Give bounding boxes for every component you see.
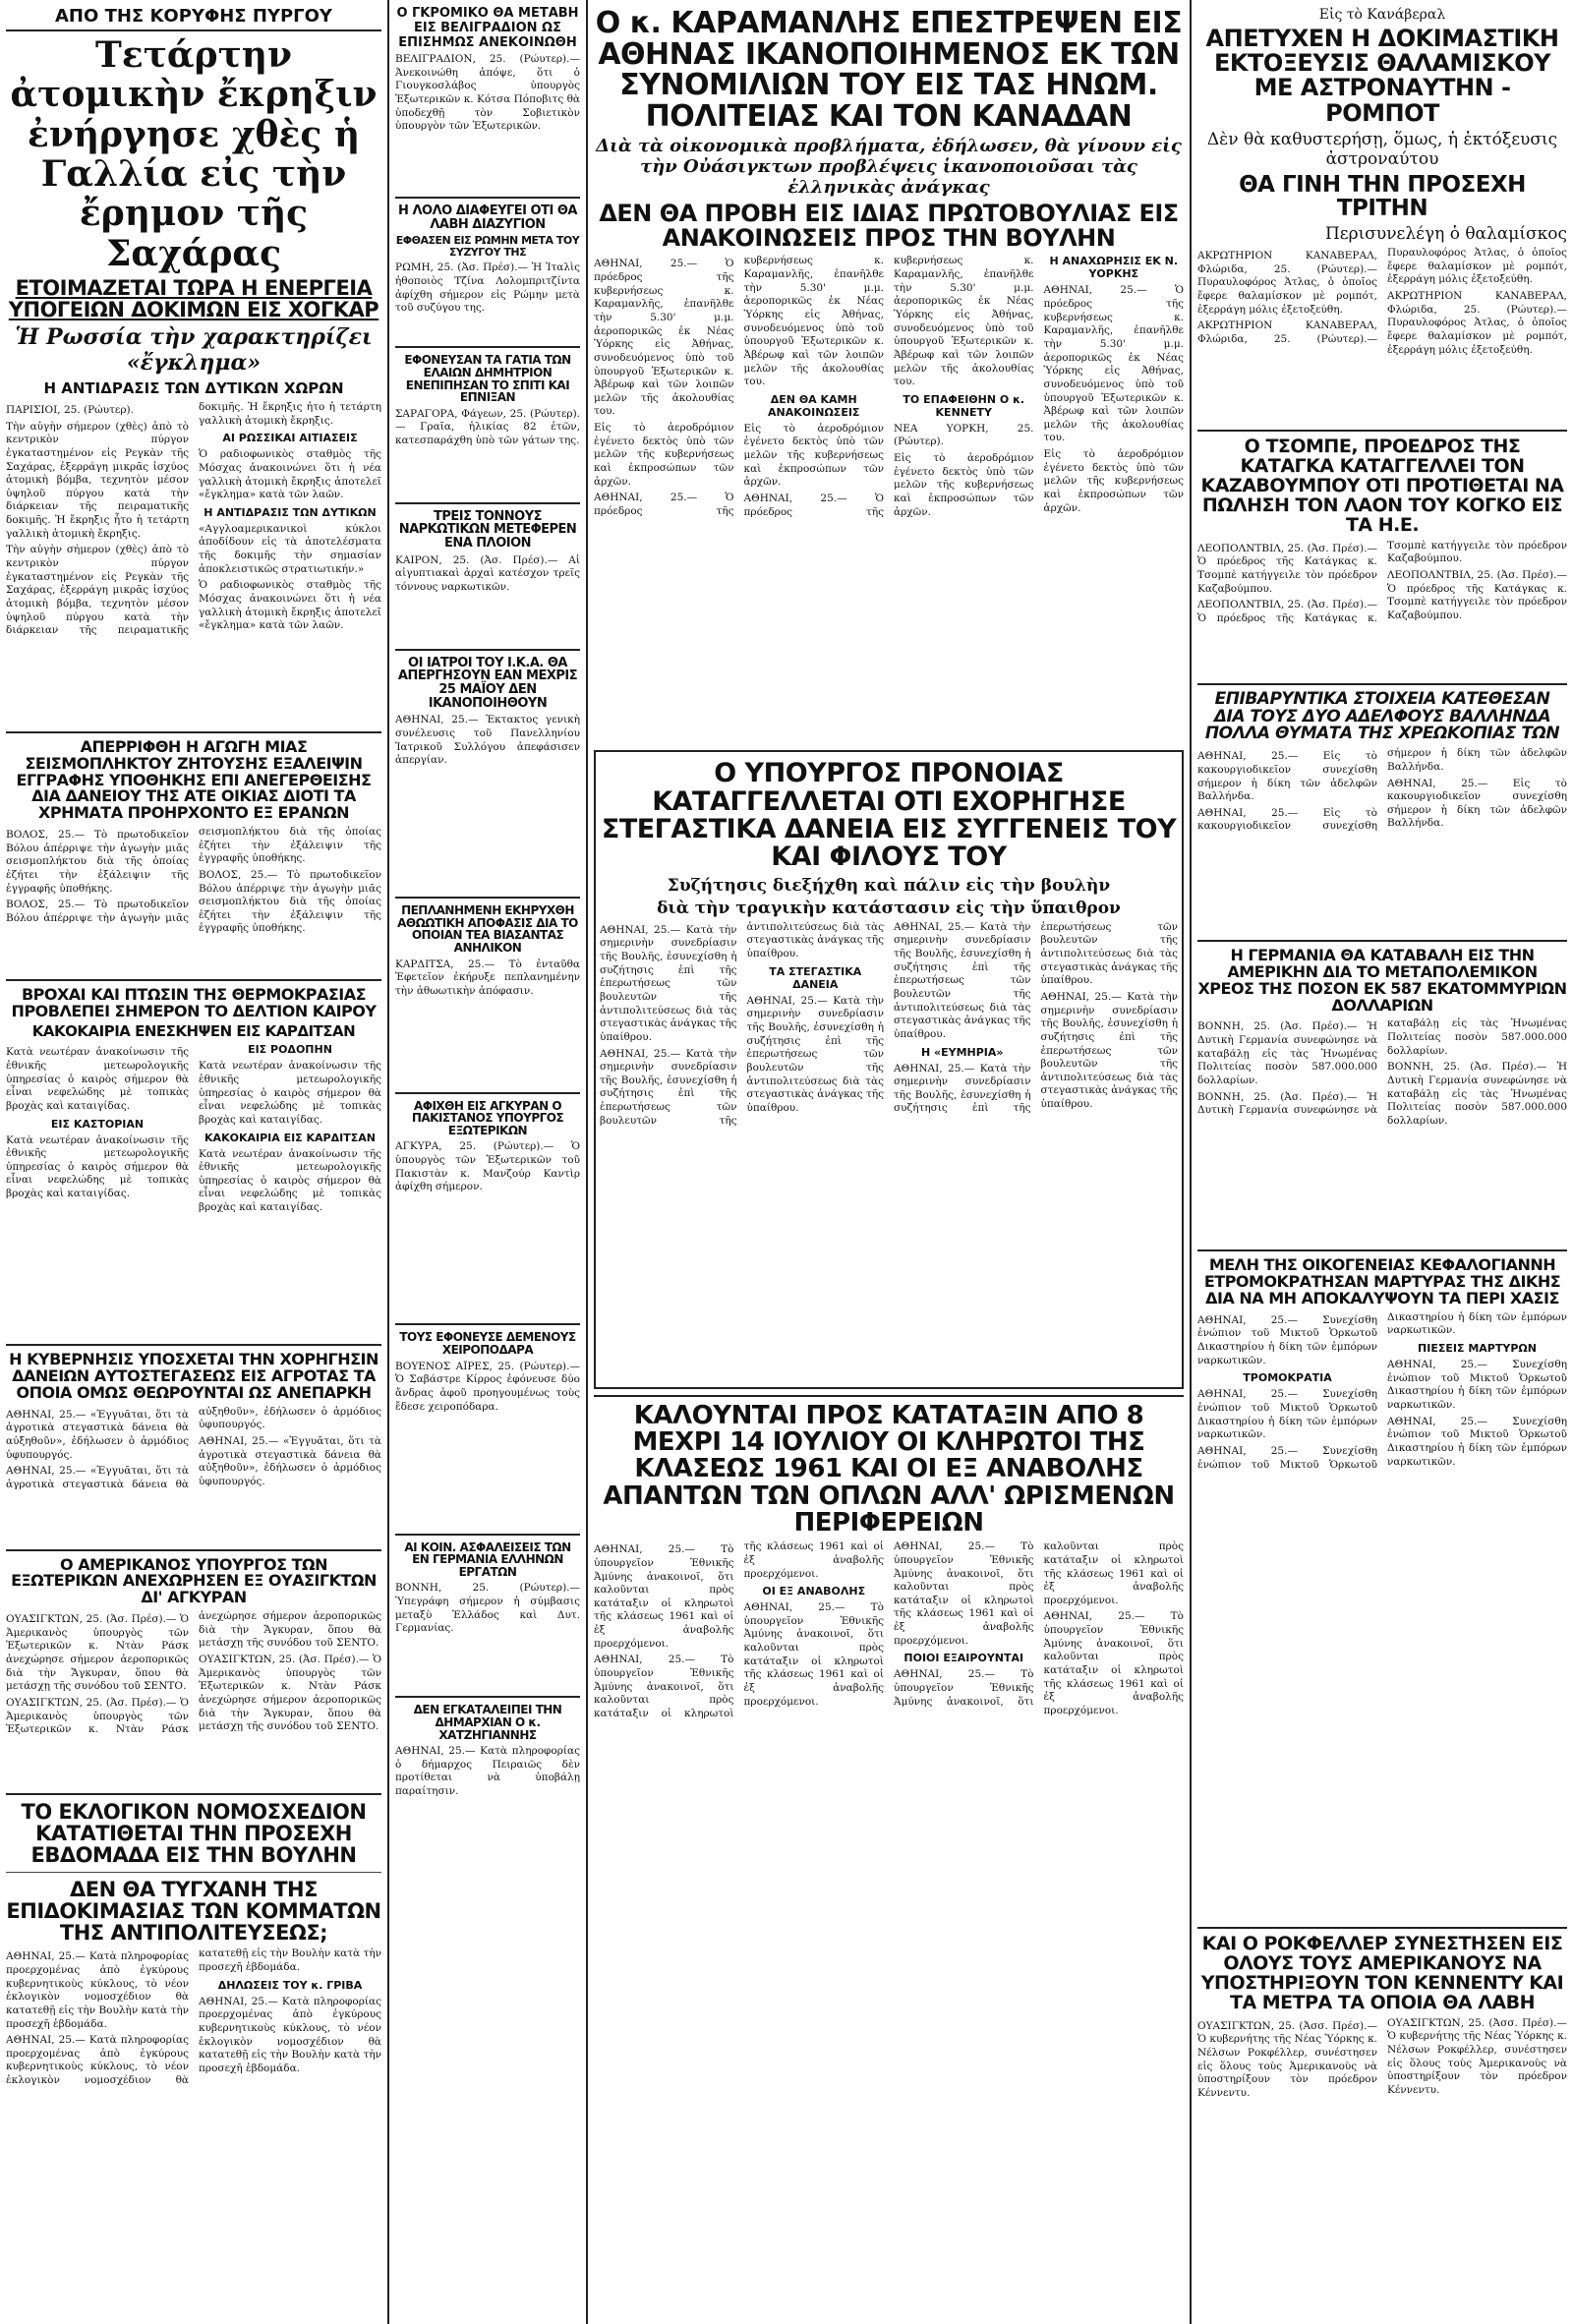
story-text: ΛΕΟΠΟΛΝΤΒΙΛ, 25. (Ἀσ. Πρέσ).— Ὁ πρόεδρος τῆς Κατάγκας κ. Τσομπὲ κατήγγειλε τὸν πρόεδρον Καζαβούμπου. (1197, 539, 1567, 624)
story-text: Κατὰ νεωτέραν ἀνακοίνωσιν τῆς ἐθνικῆς μετεωρολογικῆς ὑπηρεσίας ὁ καιρὸς σήμερον θὰ εἶναι νεφελώδης μὲ τοπικὰς βροχὰς καὶ καταιγίδας. (199, 1147, 381, 1214)
story-weather-body (6, 1043, 381, 1338)
story-text: ΑΘΗΝΑΙ, 25.— Κατὰ πληροφορίας ὁ δήμαρχος Πειραιῶς δὲν προτίθεται νὰ ὑποβάλῃ παραίτησιν. (395, 1745, 580, 1798)
headline-vouli: ΔΕΝ ΘΑ ΠΡΟΒΗ ΕΙΣ ΙΔΙΑΣ ΠΡΩΤΟΒΟΥΛΙΑΣ ΕΙΣ ΑΝΑΚΟΙΝΩΣΕΙΣ ΠΡΟΣ ΤΗΝ ΒΟΥΛΗΝ (599, 200, 1179, 253)
story-text: ΑΘΗΝΑΙ, 25.— Κατὰ πληροφορίας προερχομένας ἀπὸ ἐγκύρους κυβερνητικοὺς κύκλους, τὸ νέον ἐκλογικὸν νομοσχέδιον θὰ κατατεθῇ εἰς τὴν Βουλὴν κατὰ τὴν προσεχῆ ἑβδομάδα. (199, 1995, 381, 2074)
story-vallinda-body (1197, 747, 1567, 934)
divider (6, 979, 381, 981)
headline-acquittal: ΠΕΠΛΑΝΗΜΕΝΗ ΕΚΗΡΥΧΘΗ ΑΘΩΩΤΙΚΗ ΑΠΟΦΑΣΙΣ ΔΙΑ ΤΟ ΟΠΟΙΑΝ ΤΕΑ ΒΙΑΣΑΝΤΑΣ ΑΝΗΛΙΚΟΝ (397, 903, 578, 956)
subhead-astronaut: Δὲν θὰ καθυστερήσῃ, ὅμως, ἡ ἐκτόξευσις ἀστροναύτου (1206, 129, 1558, 169)
story-text: Κατὰ νεωτέραν ἀνακοίνωσιν τῆς ἐθνικῆς μετεωρολογικῆς ὑπηρεσίας ὁ καιρὸς σήμερον θὰ εἶναι νεφελώδης μὲ τοπικὰς βροχὰς καὶ καταιγίδας. (6, 1046, 189, 1112)
subhead-karditsa: ΚΑΚΟΚΑΙΡΙΑ ΕΝΕΣΚΗΨΕΝ ΕΙΣ ΚΑΡΔΙΤΣΑΝ (31, 1021, 356, 1040)
story-text: «Αγγλοαμερικανικοὶ κύκλοι ἀποδίδουν εἰς τὰ ἀποτελέσματα τῆς δοκιμῆς τὴν σημασίαν ἀποκλειστικῶς στρατιωτικήν.» (199, 522, 381, 575)
right-column (1192, 0, 1573, 2324)
story-agrotes-body (6, 1406, 381, 1543)
section-subhead: ΤΟ ΕΠΑΦΕΙΘΗΝ Ο κ. ΚΕΝΝΕΤΥ (903, 392, 1025, 419)
story-text: ΒΟΥΕΝΟΣ ΑΪΡΕΣ, 25. (Ρώυτερ).— Ὁ Σαβάστρε Κίρρος ἐφόνευσε δύο ἄνδρας ἀφοῦ προηγουμένως τοὺς ἔδεσε χειροπόδαρα. (395, 1360, 580, 1413)
section-subhead: Η «ΕΥΜΗΡΙΑ» (920, 1045, 1004, 1059)
story-text: ΑΘΗΝΑΙ, 25.— Τὸ ὑπουργεῖον Ἐθνικῆς Ἀμύνης ἀνακοινοῖ, ὅτι καλοῦνται πρὸς κατάταξιν οἱ κληρωτοὶ τῆς κλάσεως 1961 καὶ οἱ ἐξ ἀναβολῆς προερχόμενοι. (594, 1543, 734, 1650)
kicker-canaveral: Εἰς τὸ Κανάβεραλ (1318, 7, 1446, 23)
story-text: ΒΟΛΟΣ, 25.— Τὸ πρωτοδικεῖον Βόλου ἀπέρριψε τὴν ἀγωγὴν μιᾶς σεισμοπλήκτου διὰ τῆς ὁποίας ἐζήτει τὴν ἐξάλειψιν τῆς ἐγγραφῆς ὑποθήκης. (199, 868, 381, 935)
section-subhead: ΔΗΛΩΣΕΙΣ ΤΟΥ κ. ΓΡΙΒΑ (217, 1978, 363, 1992)
story-text: ΒΟΝΝΗ, 25. (Ἀσ. Πρέσ).— Ἡ Δυτικὴ Γερμανία συνεφώνησε νὰ καταβάλῃ εἰς τὰς Ἡνωμένας Πολιτείας ποσὸν 587.000.000 δολλαρίων. (1197, 1020, 1377, 1086)
divider (1197, 683, 1567, 685)
second-column (389, 0, 586, 2324)
subhead-vouli-debate: Συζήτησις διεξήχθη καὶ πάλιν εἰς τὴν βουλὴν (667, 875, 1111, 896)
story-text: ΑΘΗΝΑΙ, 25.— Ὁ πρόεδρος τῆς κυβερνήσεως κ. Καραμανλῆς, ἐπανῆλθε τὴν 5.30' μ.μ. ἀεροπορικῶς ἐκ Νέας Ὑόρκης εἰς Ἀθήνας, συνοδευόμενος ὑπὸ τοῦ ὑπουργοῦ Ἐξωτερικῶν κ. Ἀβέρωφ καὶ τῶν λοιπῶν μελῶν τῆς ἀκολουθίας του. (594, 255, 884, 517)
headline-rusk: Ο ΑΜΕΡΙΚΑΝΟΣ ΥΠΟΥΡΓΟΣ ΤΩΝ ΕΞΩΤΕΡΙΚΩΝ ΑΝΕΧΩΡΗΣΕΝ ΕΞ ΟΥΑΣΙΓΚΤΩΝ ΔΙ' ΑΓΚΥΡΑΝ (11, 1554, 377, 1607)
story-text: ΑΘΗΝΑΙ, 25.— «Ἐγγυᾶται, ὅτι τὰ ἀγροτικὰ στεγαστικὰ δάνεια θὰ αὐξηθοῦν», ἐδήλωσεν ὁ ἁρμόδιος ὑφυπουργός. (6, 1405, 381, 1490)
divider (594, 1395, 1184, 1397)
story-pronoia (594, 750, 1184, 1388)
section-subhead: ΠΟΙΟΙ ΕΞΑΙΡΟΥΝΤΑΙ (903, 1652, 1024, 1665)
divider (395, 1696, 580, 1698)
headline-antipolitefsi: ΔΕΝ ΘΑ ΤΥΓΧΑΝΗ ΤΗΣ ΕΠΙΔΟΚΙΜΑΣΙΑΣ ΤΩΝ ΚΟΜΜΑΤΩΝ ΤΗΣ ΑΝΤΙΠΟΛΙΤΕΥΣΕΩΣ; (6, 1878, 381, 1946)
divider (6, 1872, 381, 1873)
divider (6, 1344, 381, 1346)
story-germany-body (1197, 1017, 1567, 1244)
section-subhead: ΠΙΕΣΕΙΣ ΜΑΡΤΥΡΩΝ (1418, 1342, 1537, 1356)
story-kefalogianni-body (1197, 1311, 1567, 1921)
story-text: Εἰς τὸ ἀεροδρόμιον ἐγένετο δεκτὸς ὑπὸ τῶν μελῶν τῆς κυβερνήσεως καὶ ἐκπροσώπων τῶν ἀρχῶν. (1043, 448, 1184, 514)
story-text: ΚΑΡΔΙΤΣΑ, 25.— Τὸ ἐνταῦθα Ἐφετεῖον ἐκήρυξε πεπλανημένην τὴν ἀθωωτικὴν ἀπόφασιν. (395, 958, 580, 997)
story-text: ΑΘΗΝΑΙ, 25.— Συνεχίσθη ἐνώπιον τοῦ Μικτοῦ Ὁρκωτοῦ Δικαστηρίου ἡ δίκη τῶν ἐμπόρων ναρκωτικῶν. (1197, 1310, 1567, 1471)
story-text: ΑΘΗΝΑΙ, 25.— Τὸ ὑπουργεῖον Ἐθνικῆς Ἀμύνης ἀνακοινοῖ, ὅτι καλοῦνται πρὸς κατάταξιν οἱ κληρωτοὶ τῆς κλάσεως 1961 καὶ οἱ ἐξ ἀναβολῆς προερχόμενοι. (743, 1601, 884, 1708)
headline-pakistan: ΑΦΙΧΘΗ ΕΙΣ ΑΓΚΥΡΑΝ Ο ΠΑΚΙΣΤΑΝΟΣ ΥΠΟΥΡΓΟΣ ΕΞΩΤΕΡΙΚΩΝ (411, 1098, 564, 1137)
story-text: ΛΕΟΠΟΛΝΤΒΙΛ, 25. (Ἀσ. Πρέσ).— Ὁ πρόεδρος τῆς Κατάγκας κ. Τσομπὲ κατήγγειλε τὸν πρόεδρον Καζαβούμπου. (1387, 569, 1567, 621)
story-text: Εἰς τὸ ἀεροδρόμιον ἐγένετο δεκτὸς ὑπὸ τῶν μελῶν τῆς κυβερνήσεως καὶ ἐκπροσώπων τῶν ἀρχῶν. (743, 422, 884, 489)
dateline: ΝΕΑ ΥΟΡΚΗ, 25. (Ρώυτερ). (894, 422, 1034, 448)
center-column (588, 0, 1190, 2324)
divider (6, 731, 381, 733)
story-text: ΑΘΗΝΑΙ, 25.— Εἰς τὸ κακουργιοδικεῖον συνεχίσθη σήμερον ἡ δίκη τῶν ἀδελφῶν Βαλλήνδα. (1197, 750, 1377, 803)
headline-canaveral: ΑΠΕΤΥΧΕΝ Η ΔΟΚΙΜΑΣΤΙΚΗ ΕΚΤΟΞΕΥΣΙΣ ΘΑΛΑΜΙΣΚΟΥ ΜΕ ΑΣΤΡΟΝΑΥΤΗΝ - ΡΟΜΠΟΤ (1205, 25, 1559, 127)
divider (1197, 1249, 1567, 1251)
divider (395, 346, 580, 348)
story-canaveral-body (1197, 247, 1567, 424)
section-subhead: ΕΙΣ ΡΟΔΟΠΗΝ (248, 1043, 332, 1057)
section-subhead: Η ΑΝΤΙΔΡΑΣΙΣ ΤΩΝ ΔΥΤΙΚΩΝ (204, 505, 377, 519)
story-text: ΑΘΗΝΑΙ, 25.— Κατὰ τὴν σημερινὴν συνεδρίασιν τῆς Βουλῆς, ἐσυνεχίσθη ἡ συζήτησις ἐπὶ τῆς ἐπερωτήσεως τῶν βουλευτῶν τῆς ἀντιπολιτεύσεως διὰ τὰς στεγαστικὰς ἀνάγκας τῆς ὑπαίθρου. (600, 923, 737, 1043)
story-karamanlis-body (594, 255, 1184, 746)
subhead-russia: Ἡ Ρωσσία τὴν χαρακτηρίζει «ἔγκλημα» (15, 323, 373, 376)
story-text: ΑΘΗΝΑΙ, 25.— Συνεχίσθη ἐνώπιον τοῦ Μικτοῦ Ὁρκωτοῦ Δικαστηρίου ἡ δίκη τῶν ἐμπόρων ναρκωτικῶν. (1387, 1415, 1567, 1468)
story-pronoia-body (600, 921, 1178, 1383)
story-text: ΑΘΗΝΑΙ, 25.— Κατὰ πληροφορίας προερχομένας ἀπὸ ἐγκύρους κυβερνητικοὺς κύκλους, τὸ νέον ἐκλογικὸν νομοσχέδιον θὰ κατατεθῇ εἰς τὴν Βουλὴν κατὰ τὴν προσεχῆ ἑβδομάδα. (6, 1947, 381, 2087)
story-text: ΑΚΡΩΤΗΡΙΟΝ ΚΑΝΑΒΕΡΑΛ, Φλώριδα, 25. (Ρώυτερ).— Πυραυλοφόρος Ἀτλας, ὁ ὁποῖος ἔφερε θαλαμίσκον μὲ ρομπότ, ἐξερράγη μόλις ἐξετοξεύθη. (1197, 247, 1567, 345)
left-column (0, 0, 387, 2324)
story-text: ΑΚΡΩΤΗΡΙΟΝ ΚΑΝΑΒΕΡΑΛ, Φλώριδα, 25. (Ρώυτερ).— Πυραυλοφόρος Ἀτλας, ὁ ὁποῖος ἔφερε θαλαμίσκον μὲ ρομπότ, ἐξερράγη μόλις ἐξετοξεύθη. (1387, 289, 1567, 356)
story-text: Ὁ ραδιοφωνικὸς σταθμὸς τῆς Μόσχας ἀνακοινώνει ὅτι ἡ νέα γαλλικὴ ἀτομικὴ ἔκρηξις ἀποτελεῖ «ἔγκλημα» κατὰ τῶν λαῶν. (199, 448, 381, 501)
headline-atomic: Τετάρτην ἀτομικὴν ἔκρηξιν ἐνήργησε χθὲς ἡ Γαλλία εἰς τὴν ἔρημον τῆς Σαχάρας (10, 34, 378, 274)
story-text: ΑΘΗΝΑΙ, 25.— Κατὰ τὴν σημερινὴν συνεδρίασιν τῆς Βουλῆς, ἐσυνεχίσθη ἡ συζήτησις ἐπὶ τῆς ἐπερωτήσεως τῶν βουλευτῶν τῆς ἀντιπολιτεύσεως διὰ τὰς στεγαστικὰς ἀνάγκας τῆς ὑπαίθρου. (600, 920, 884, 1127)
divider (6, 1793, 381, 1795)
story-text: ΑΘΗΝΑΙ, 25.— Ἐκτακτος γενικὴ συνέλευσις τοῦ Πανελληνίου Ἰατρικοῦ Συλλόγου ἀπεφάσισεν ἀπεργίαν. (395, 714, 580, 767)
divider (395, 1323, 580, 1325)
headline-buenos-aires: ΤΟΥΣ ΕΦΟΝΕΥΣΕ ΔΕΜΕΝΟΥΣ ΧΕΙΡΟΠΟΔΑΡΑ (399, 1330, 576, 1357)
story-text: ΑΓΚΥΡΑ, 25. (Ρώυτερ).— Ὁ ὑπουργὸς τῶν Ἐξωτερικῶν τοῦ Πακιστὰν κ. Μανζούρ Καντὶρ ἀφίχθη σήμερον. (395, 1140, 580, 1193)
section-subhead: ΔΕΝ ΘΑ ΚΑΜΗ ΑΝΑΚΟΙΝΩΣΕΙΣ (768, 392, 860, 419)
story-text: ΡΩΜΗ, 25. (Ἀσ. Πρέσ).— Ἡ Ἰταλὶς ἠθοποιὸς Τζίνα Λολομπριτζίντα ἀφίχθη σήμερον εἰς Ρώμην μετὰ τοῦ συζύγου της. (395, 261, 580, 315)
story-text: ΑΘΗΝΑΙ, 25.— Κατὰ τὴν σημερινὴν συνεδρίασιν τῆς Βουλῆς, ἐσυνεχίσθη ἡ συζήτησις ἐπὶ τῆς ἐπερωτήσεως τῶν βουλευτῶν τῆς ἀντιπολιτεύσεως διὰ τὰς στεγαστικὰς ἀνάγκας τῆς ὑπαίθρου. (894, 920, 1178, 1115)
story-text: ΑΘΗΝΑΙ, 25.— Κατὰ τὴν σημερινὴν συνεδρίασιν τῆς Βουλῆς, ἐσυνεχίσθη ἡ συζήτησις ἐπὶ τῆς ἐπερωτήσεως τῶν βουλευτῶν τῆς ἀντιπολιτεύσεως διὰ τὰς στεγαστικὰς ἀνάγκας τῆς ὑπαίθρου. (1040, 990, 1178, 1111)
divider (395, 649, 580, 651)
story-text: ΟΥΑΣΙΓΚΤΩΝ, 25. (Ἀσ. Πρέσ).— Ὁ Ἀμερικανὸς ὑπουργὸς τῶν Ἐξωτερικῶν κ. Ντὰν Ράσκ ἀνεχώρησε σήμερον ἀεροπορικῶς διὰ τὴν Ἄγκυραν, ὅπου θὰ μετάσχῃ τῆς συνόδου τοῦ ΣΕΝΤΟ. (6, 1610, 381, 1736)
story-text: ΒΟΝΝΗ, 25. (Ἀσ. Πρέσ).— Ἡ Δυτικὴ Γερμανία συνεφώνησε νὰ καταβάλῃ εἰς τὰς Ἡνωμένας Πολιτείας ποσὸν 587.000.000 δολλαρίων. (1197, 1017, 1567, 1117)
subhead-capsule: Περισυνελέγη ὁ θαλαμίσκος (1324, 224, 1567, 245)
story-text: ΚΑΙΡΟΝ, 25. (Ἀσ. Πρέσ).— Αἱ αἰγυπτιακαὶ ἀρχαὶ κατέσχον τρεῖς τόννους ναρκωτικῶν. (395, 553, 580, 593)
headline-cats: ΕΦΟΝΕΥΣΑΝ ΤΑ ΓΑΤΙΑ ΤΩΝ ΕΛΑΙΩΝ ΔΗΜΗΤΡΙΟΝ ΕΝΕΠΙΠΗΣΑΝ ΤΟ ΣΠΙΤΙ ΚΑΙ ΕΠΝΙΞΑΝ (404, 353, 571, 405)
headline-narcotics: ΤΡΕΙΣ ΤΟΝΝΟΥΣ ΝΑΡΚΩΤΙΚΩΝ ΜΕΤΕΦΕΡΕΝ ΕΝΑ ΠΛΟΙΟΝ (398, 508, 577, 552)
headline-gromyko: Ο ΓΚΡΟΜΙΚΟ ΘΑ ΜΕΤΑΒΗ ΕΙΣ ΒΕΛΙΓΡΑΔΙΟΝ ΩΣ ΕΠΙΣΗΜΩΣ ΑΝΕΚΟΙΝΩΘΗ (396, 6, 579, 50)
headline-lolo: Η ΛΟΛΟ ΔΙΑΦΕΥΓΕΙ ΟΤΙ ΘΑ ΛΑΒΗ ΔΙΑΖΥΓΙΟΝ (398, 203, 577, 232)
story-ekloges-body (6, 1947, 381, 2183)
story-text: ΒΟΝΝΗ, 25. (Ρώυτερ).— Ὑπεγράφη σήμερον ἡ σύμβασις μεταξὺ Ἑλλάδος καὶ Δυτ. Γερμανίας. (395, 1582, 580, 1635)
subhead-reaction: Η ΑΝΤΙΔΡΑΣΙΣ ΤΩΝ ΔΥΤΙΚΩΝ ΧΩΡΩΝ (43, 378, 344, 397)
section-subhead: ΤΑ ΣΤΕΓΑΣΤΙΚΑ ΔΑΝΕΙΑ (769, 964, 862, 991)
headline-chatzigiannis: ΔΕΝ ΕΓΚΑΤΑΛΕΙΠΕΙ ΤΗΝ ΔΗΜΑΡΧΙΑΝ Ο κ. ΧΑΤΖΗΓΙΑΝΝΗΣ (413, 1703, 562, 1742)
headline-kefalogianni: ΜΕΛΗ ΤΗΣ ΟΙΚΟΓΕΝΕΙΑΣ ΚΕΦΑΛΟΓΙΑΝΝΗ ΕΤΡΟΜΟΚΡΑΤΗΣΑΝ ΜΑΡΤΥΡΑΣ ΤΗΣ ΔΙΚΗΣ ΔΙΑ ΝΑ ΜΗ ΑΠΟΚΑΛΥΨΟΥΝ ΤΑ ΠΕΡΙ ΧΑΣΙΣ (1203, 1255, 1561, 1308)
headline-germany-workers: ΑΙ ΚΟΙΝ. ΑΣΦΑΛΕΙΣΕΙΣ ΤΩΝ ΕΝ ΓΕΡΜΑΝΙΑ ΕΛΛΗΝΩΝ ΕΡΓΑΤΩΝ (404, 1540, 571, 1579)
story-text: ΒΟΛΟΣ, 25.— Τὸ πρωτοδικεῖον Βόλου ἀπέρριψε τὴν ἀγωγὴν μιᾶς σεισμοπλήκτου διὰ τῆς ὁποίας ἐζήτει τὴν ἐξάλειψιν τῆς ἐγγραφῆς ὑποθήκης. (6, 828, 189, 895)
story-rockefeller-body (1197, 2017, 1567, 2214)
story-text: ΑΘΗΝΑΙ, 25.— «Ἐγγυᾶται, ὅτι τὰ ἀγροτικὰ στεγαστικὰ δάνεια θὰ αὐξηθοῦν», ἐδήλωσεν ὁ ἁρμόδιος ὑφυπουργός. (199, 1434, 381, 1487)
story-text: Κατὰ νεωτέραν ἀνακοίνωσιν τῆς ἐθνικῆς μετεωρολογικῆς ὑπηρεσίας ὁ καιρὸς σήμερον θὰ εἶναι νεφελώδης μὲ τοπικὰς βροχὰς καὶ καταιγίδας. (199, 1060, 381, 1126)
story-text: Κατὰ νεωτέραν ἀνακοίνωσιν τῆς ἐθνικῆς μετεωρολογικῆς ὑπηρεσίας ὁ καιρὸς σήμερον θὰ εἶναι νεφελώδης μὲ τοπικὰς βροχὰς καὶ καταιγίδας. (6, 1133, 189, 1200)
headline-rockefeller: ΚΑΙ Ο ΡΟΚΦΕΛΛΕΡ ΣΥΝΕΣΤΗΣΕΝ ΕΙΣ ΟΛΟΥΣ ΤΟΥΣ ΑΜΕΡΙΚΑΝΟΥΣ ΝΑ ΥΠΟΣΤΗΡΙΞΟΥΝ ΤΟΝ ΚΕΝΝΕΝΤΥ ΚΑΙ ΤΑ ΜΕΤΡΑ ΤΑ ΟΠΟΙΑ ΘΑ ΛΑΒΗ (1200, 1932, 1564, 2013)
section-subhead: ΑΙ ΡΩΣΣΙΚΑΙ ΑΙΤΙΑΣΕΙΣ (222, 432, 358, 445)
story-text: ΑΘΗΝΑΙ, 25.— «Ἐγγυᾶται, ὅτι τὰ ἀγροτικὰ στεγαστικὰ δάνεια θὰ αὐξηθοῦν», ἐδήλωσεν ὁ ἁρμόδιος ὑφυπουργός. (6, 1408, 189, 1461)
section-subhead: ΕΙΣ ΚΑΣΤΟΡΙΑΝ (50, 1117, 145, 1131)
section-subhead: ΟΙ ΕΞ ΑΝΑΒΟΛΗΣ (762, 1585, 866, 1598)
story-text: ΛΕΟΠΟΛΝΤΒΙΛ, 25. (Ἀσ. Πρέσ).— Ὁ πρόεδρος τῆς Κατάγκας κ. Τσομπὲ κατήγγειλε τὸν πρόεδρον Καζαβούμπου. (1197, 542, 1377, 595)
story-text: ΑΘΗΝΑΙ, 25.— Συνεχίσθη ἐνώπιον τοῦ Μικτοῦ Ὁρκωτοῦ Δικαστηρίου ἡ δίκη τῶν ἐμπόρων ναρκωτικῶν. (1387, 1359, 1567, 1412)
subhead-karamanlis: Διὰ τὰ οἰκονομικὰ προβλήματα, ἐδήλωσεν, θὰ γίνουν εἰς τὴν Οὐάσιγκτων προβλέψεις ἱκανοποιοῦσαι τὰς ἑλληνικὰς ἀνάγκας (596, 136, 1182, 198)
story-text: ΑΘΗΝΑΙ, 25.— Κατὰ τὴν σημερινὴν συνεδρίασιν τῆς Βουλῆς, ἐσυνεχίσθη ἡ συζήτησις ἐπὶ τῆς ἐπερωτήσεως τῶν βουλευτῶν τῆς ἀντιπολιτεύσεως διὰ τὰς στεγαστικὰς ἀνάγκας τῆς ὑπαίθρου. (894, 920, 1031, 1040)
story-text: ΒΟΛΟΣ, 25.— Τὸ πρωτοδικεῖον Βόλου ἀπέρριψε τὴν ἀγωγὴν μιᾶς σεισμοπλήκτου διὰ τῆς ὁποίας ἐζήτει τὴν ἐξάλειψιν τῆς ἐγγραφῆς ὑποθήκης. (6, 825, 381, 924)
story-text: Τὴν αὐγὴν σήμερον (χθὲς) ἀπὸ τὸ κεντρικὸν πύργον ἐγκαταστημένον εἰς Ρεγκὰν τῆς Σαχάρας, ἐξερράγη μικρᾶς ἰσχύος ἀτομικὴ βόμβα, τεχνητὸν μέσον ὑψηλοῦ πύργου κατὰ τὴν διάρκειαν τῆς πειραματικῆς δοκιμῆς. Ἡ ἔκρηξις ἦτο ἡ τετάρτη γαλλικὴ ἀτομικὴ ἔκρηξις. (6, 400, 381, 637)
story-tshombe-body (1197, 540, 1567, 677)
story-text: ΟΥΑΣΙΓΚΤΩΝ, 25. (Ἀσσ. Πρέσ).— Ὁ κυβερνήτης τῆς Νέας Ὑόρκης κ. Νέλσων Ροκφέλλερ, συνέστησεν εἰς ὅλους τοὺς Ἀμερικανοὺς νὰ ὑποστηρίξουν τὸν πρόεδρον Κέννεντυ. (1387, 2016, 1567, 2096)
story-text: ΑΘΗΝΑΙ, 25.— Ὁ πρόεδρος τῆς κυβερνήσεως κ. Καραμανλῆς, ἐπανῆλθε τὴν 5.30' μ.μ. ἀεροπορικῶς ἐκ Νέας Ὑόρκης εἰς Ἀθήνας, συνοδευόμενος ὑπὸ τοῦ ὑπουργοῦ Ἐξωτερικῶν κ. Ἀβέρωφ καὶ τῶν λοιπῶν μελῶν τῆς ἀκολουθίας του. (594, 258, 734, 418)
headline-weather: ΒΡΟΧΑΙ ΚΑΙ ΠΤΩΣΙΝ ΤΗΣ ΘΕΡΜΟΚΡΑΣΙΑΣ ΠΡΟΒΛΕΠΕΙ ΣΗΜΕΡΟΝ ΤΟ ΔΕΛΤΙΟΝ ΚΑΙΡΟΥ (11, 984, 377, 1020)
headline-klasi-1961: ΚΑΛΟΥΝΤΑΙ ΠΡΟΣ ΚΑΤΑΤΑΞΙΝ ΑΠΟ 8 ΜΕΧΡΙ 14 ΙΟΥΛΙΟΥ ΟΙ ΚΛΗΡΩΤΟΙ ΤΗΣ ΚΛΑΣΕΩΣ 1961 ΚΑΙ ΟΙ ΕΞ ΑΝΑΒΟΛΗΣ ΑΠΑΝΤΩΝ ΤΩΝ ΟΠΛΩΝ ΑΛΛ' ΩΡΙΣΜΕΝΩΝ ΠΕΡΙΦΕΡΕΙΩΝ (603, 1400, 1175, 1538)
story-text: ΟΥΑΣΙΓΚΤΩΝ, 25. (Ἀσ. Πρέσ).— Ὁ Ἀμερικανὸς ὑπουργὸς τῶν Ἐξωτερικῶν κ. Ντὰν Ράσκ ἀνεχώρησε σήμερον ἀεροπορικῶς διὰ τὴν Ἄγκυραν, ὅπου θὰ μετάσχῃ τῆς συνόδου τοῦ ΣΕΝΤΟ. (6, 1613, 189, 1693)
divider (1197, 1927, 1567, 1929)
headline-agrotes: Η ΚΥΒΕΡΝΗΣΙΣ ΥΠΟΣΧΕΤΑΙ ΤΗΝ ΧΟΡΗΓΗΣΙΝ ΔΑΝΕΙΩΝ ΑΥΤΟΣΤΕΓΑΣΕΩΣ ΕΙΣ ΑΓΡΟΤΑΣ ΤΑ ΟΠΟΙΑ ΟΜΩΣ ΘΕΩΡΟΥΝΤΑΙ ΩΣ ΑΝΕΠΑΡΚΗ (9, 1350, 379, 1402)
story-text: ΑΘΗΝΑΙ, 25.— Τὸ ὑπουργεῖον Ἐθνικῆς Ἀμύνης ἀνακοινοῖ, ὅτι καλοῦνται πρὸς κατάταξιν οἱ κληρωτοὶ τῆς κλάσεως 1961 καὶ οἱ ἐξ ἀναβολῆς προερχόμενοι. (894, 1540, 1184, 1708)
story-text: ΑΘΗΝΑΙ, 25.— Ὁ πρόεδρος τῆς κυβερνήσεως κ. Καραμανλῆς, ἐπανῆλθε τὴν 5.30' μ.μ. ἀεροπορικῶς ἐκ Νέας Ὑόρκης εἰς Ἀθήνας, συνοδευόμενος ὑπὸ τοῦ ὑπουργοῦ Ἐξωτερικῶν κ. Ἀβέρωφ καὶ τῶν λοιπῶν μελῶν τῆς ἀκολουθίας του. (1043, 284, 1184, 444)
story-text: ΑΘΗΝΑΙ, 25.— Συνεχίσθη ἐνώπιον τοῦ Μικτοῦ Ὁρκωτοῦ Δικαστηρίου ἡ δίκη τῶν ἐμπόρων ναρκωτικῶν. (1197, 1313, 1377, 1366)
story-atomic-body (6, 401, 381, 726)
divider (1197, 940, 1567, 942)
headline-vallinda: ΕΠΙΒΑΡΥΝΤΙΚΑ ΣΤΟΙΧΕΙΑ ΚΑΤΕΘΕΣΑΝ ΔΙΑ ΤΟΥΣ ΔΥΟ ΑΔΕΛΦΟΥΣ ΒΑΛΛΗΝΔΑ ΠΟΛΛΑ ΘΥΜΑΤΑ ΤΗΣ ΧΡΕΩΚΟΠΙΑΣ ΤΩΝ (1204, 688, 1560, 744)
subhead-ypaithros: διὰ τὴν τραγικὴν κατάστασιν εἰς τὴν ὕπαιθρον (657, 898, 1121, 918)
divider (395, 197, 580, 199)
divider (395, 1092, 580, 1094)
headline-karamanlis: Ο κ. ΚΑΡΑΜΑΝΛΗΣ ΕΠΕΣΤΡΕΨΕΝ ΕΙΣ ΑΘΗΝΑΣ ΙΚΑΝΟΠΟΙΗΜΕΝΟΣ ΕΚ ΤΩΝ ΣΥΝΟΜΙΛΙΩΝ ΤΟΥ ΕΙΣ ΤΑΣ ΗΝΩΜ. ΠΟΛΙΤΕΙΑΣ ΚΑΙ ΤΟΝ ΚΑΝΑΔΑΝ (595, 6, 1183, 134)
story-klasi-body (594, 1540, 1184, 2032)
section-subhead: ΚΑΚΟΚΑΙΡΙΑ ΕΙΣ ΚΑΡΔΙΤΣΑΝ (204, 1131, 376, 1144)
headline-seismoplikt: ΑΠΕΡΡΙΦΘΗ Η ΑΓΩΓΗ ΜΙΑΣ ΣΕΙΣΜΟΠΛΗΚΤΟΥ ΖΗΤΟΥΣΗΣ ΕΞΑΛΕΙΨΙΝ ΕΓΓΡΑΦΗΣ ΥΠΟΘΗΚΗΣ ΕΠΙ ΑΝΕΓΕΡΘΕΙΣΗΣ ΔΙΑ ΔΑΝΕΙΟΥ ΤΗΣ ΑΤΕ ΟΙΚΙΑΣ ΔΙΟΤΙ ΤΑ ΧΡΗΜΑΤΑ ΠΡΟΗΡΧΟΝΤΟ ΕΞ ΕΡΑΝΩΝ (16, 736, 372, 823)
subhead-lolo: ΕΦΘΑΣΕΝ ΕΙΣ ΡΩΜΗΝ ΜΕΤΑ ΤΟΥ ΣΥΖΥΓΟΥ ΤΗΣ (395, 234, 580, 259)
story-text: ΑΘΗΝΑΙ, 25.— Κατὰ τὴν σημερινὴν συνεδρίασιν τῆς Βουλῆς, ἐσυνεχίσθη ἡ συζήτησις ἐπὶ τῆς ἐπερωτήσεως τῶν βουλευτῶν τῆς ἀντιπολιτεύσεως διὰ τὰς στεγαστικὰς ἀνάγκας τῆς ὑπαίθρου. (746, 994, 884, 1114)
kicker-pyrgou: ΑΠΟ ΤΗΣ ΚΟΡΥΦΗΣ ΠΥΡΓΟΥ (6, 6, 381, 31)
subhead-ogkar: ΕΤΟΙΜΑΖΕΤΑΙ ΤΩΡΑ Η ΕΝΕΡΓΕΙΑ ΥΠΟΓΕΙΩΝ ΔΟΚΙΜΩΝ ΕΙΣ ΧΟΓΚΑΡ (8, 275, 379, 321)
story-text: ΑΘΗΝΑΙ, 25.— Κατὰ πληροφορίας προερχομένας ἀπὸ ἐγκύρους κυβερνητικοὺς κύκλους, τὸ νέον ἐκλογικὸν νομοσχέδιον θὰ κατατεθῇ εἰς τὴν Βουλὴν κατὰ τὴν προσεχῆ ἑβδομάδα. (6, 1950, 189, 2030)
story-text: ΟΥΑΣΙΓΚΤΩΝ, 25. (Ἀσ. Πρέσ).— Ὁ Ἀμερικανὸς ὑπουργὸς τῶν Ἐξωτερικῶν κ. Ντὰν Ράσκ ἀνεχώρησε σήμερον ἀεροπορικῶς διὰ τὴν Ἄγκυραν, ὅπου θὰ μετάσχῃ τῆς συνόδου τοῦ ΣΕΝΤΟ. (199, 1654, 381, 1733)
story-text: Ὁ ραδιοφωνικὸς σταθμὸς τῆς Μόσχας ἀνακοινώνει ὅτι ἡ νέα γαλλικὴ ἀτομικὴ ἔκρηξις ἀποτελεῖ «ἔγκλημα» κατὰ τῶν λαῶν. (199, 579, 381, 632)
story-text: ΑΘΗΝΑΙ, 25.— Τὸ ὑπουργεῖον Ἐθνικῆς Ἀμύνης ἀνακοινοῖ, ὅτι καλοῦνται πρὸς κατάταξιν οἱ κληρωτοὶ τῆς κλάσεως 1961 καὶ οἱ ἐξ ἀναβολῆς προερχόμενοι. (1043, 1610, 1184, 1716)
story-rusk-body (6, 1610, 381, 1787)
story-text: ΣΑΡΑΓΟΡΑ, Φάγεων, 25. (Ρώυτερ).— Γραῖα, ἡλικίας 82 ἐτῶν, κατεσπαράχθη ὑπὸ τῶν γάτων της. (395, 407, 580, 447)
divider (395, 897, 580, 899)
headline-germany-debt: Η ΓΕΡΜΑΝΙΑ ΘΑ ΚΑΤΑΒΑΛΗ ΕΙΣ ΤΗΝ ΑΜΕΡΙΚΗΝ ΔΙΑ ΤΟ ΜΕΤΑΠΟΛΕΜΙΚΟΝ ΧΡΕΟΣ ΤΗΣ ΠΟΣΟΝ ΕΚ 587 ΕΚΑΤΟΜΜΥΡΙΩΝ ΔΟΛΛΑΡΙΩΝ (1197, 946, 1567, 1015)
divider (6, 1549, 381, 1551)
headline-pronoia: Ο ΥΠΟΥΡΓΟΣ ΠΡΟΝΟΙΑΣ ΚΑΤΑΓΓΕΛΛΕΤΑΙ ΟΤΙ ΕΧΟΡΗΓΗΣΕ ΣΤΕΓΑΣΤΙΚΑ ΔΑΝΕΙΑ ΕΙΣ ΣΥΓΓΕΝΕΙΣ ΤΟΥ ΚΑΙ ΦΙΛΟΥΣ ΤΟΥ (601, 758, 1177, 873)
story-text: ΑΘΗΝΑΙ, 25.— Εἰς τὸ κακουργιοδικεῖον συνεχίσθη σήμερον ἡ δίκη τῶν ἀδελφῶν Βαλλήνδα. (1197, 747, 1567, 833)
story-text: ΑΘΗΝΑΙ, 25.— Ὁ πρόεδρος τῆς κυβερνήσεως κ. Καραμανλῆς, ἐπανῆλθε τὴν 5.30' μ.μ. ἀεροπορικῶς ἐκ Νέας Ὑόρκης εἰς Ἀθήνας, συνοδευόμενος ὑπὸ τοῦ ὑπουργοῦ Ἐξωτερικῶν κ. Ἀβέρωφ καὶ τῶν λοιπῶν μελῶν τῆς ἀκολουθίας του. (743, 255, 1034, 518)
story-text: ΑΘΗΝΑΙ, 25.— Εἰς τὸ κακουργιοδικεῖον συνεχίσθη σήμερον ἡ δίκη τῶν ἀδελφῶν Βαλλήνδα. (1387, 777, 1567, 830)
section-subhead: Η ΑΝΑΧΩΡΗΣΙΣ ΕΚ Ν. ΥΟΡΚΗΣ (1049, 255, 1179, 281)
headline-tuesday: ΘΑ ΓΙΝΗ ΤΗΝ ΠΡΟΣΕΧΗ ΤΡΙΤΗΝ (1239, 171, 1526, 221)
story-text: ΒΟΝΝΗ, 25. (Ἀσ. Πρέσ).— Ἡ Δυτικὴ Γερμανία συνεφώνησε νὰ καταβάλῃ εἰς τὰς Ἡνωμένας Πολιτείας ποσὸν 587.000.000 δολλαρίων. (1387, 1061, 1567, 1127)
divider (395, 1534, 580, 1536)
story-text: ΑΘΗΝΑΙ, 25.— Συνεχίσθη ἐνώπιον τοῦ Μικτοῦ Ὁρκωτοῦ Δικαστηρίου ἡ δίκη τῶν ἐμπόρων ναρκωτικῶν. (1197, 1388, 1377, 1441)
headline-ika: ΟΙ ΙΑΤΡΟΙ ΤΟΥ Ι.Κ.Α. ΘΑ ΑΠΕΡΓΗΣΟΥΝ ΕΑΝ ΜΕΧΡΙΣ 25 ΜΑΪΟΥ ΔΕΝ ΙΚΑΝΟΠΟΙΗΘΟΥΝ (397, 655, 578, 711)
headline-ekloges: ΤΟ ΕΚΛΟΓΙΚΟΝ ΝΟΜΟΣΧΕΔΙΟΝ ΚΑΤΑΤΙΘΕΤΑΙ ΤΗΝ ΠΡΟΣΕΧΗ ΕΒΔΟΜΑΔΑ ΕΙΣ ΤΗΝ ΒΟΥΛΗΝ (21, 1800, 367, 1868)
story-text: Εἰς τὸ ἀεροδρόμιον ἐγένετο δεκτὸς ὑπὸ τῶν μελῶν τῆς κυβερνήσεως καὶ ἐκπροσώπων τῶν ἀρχῶν. (894, 452, 1034, 518)
story-text: ΑΘΗΝΑΙ, 25.— Τὸ ὑπουργεῖον Ἐθνικῆς Ἀμύνης ἀνακοινοῖ, ὅτι καλοῦνται πρὸς κατάταξιν οἱ κληρωτοὶ τῆς κλάσεως 1961 καὶ οἱ ἐξ ἀναβολῆς προερχόμενοι. (894, 1540, 1034, 1647)
headline-tshombe: Ο ΤΣΟΜΠΕ, ΠΡΟΕΔΡΟΣ ΤΗΣ ΚΑΤΑΓΚΑ ΚΑΤΑΓΓΕΛΛΕΙ ΤΟΝ ΚΑΖΑΒΟΥΜΠΟΥ ΟΤΙ ΠΡΟΤΙΘΕΤΑΙ ΝΑ ΠΩΛΗΣΗ ΤΟΝ ΛΑΟΝ ΤΟΥ ΚΟΓΚΟ ΕΙΣ ΤΑ Η.Ε. (1200, 436, 1564, 536)
dateline: ΠΑΡΙΣΙΟΙ, 25. (Ρώυτερ). (6, 403, 134, 416)
story-text: Τὴν αὐγὴν σήμερον (χθὲς) ἀπὸ τὸ κεντρικὸν πύργον ἐγκαταστημένον εἰς Ρεγκὰν τῆς Σαχάρας, ἐξερράγη μικρᾶς ἰσχύος ἀτομικὴ βόμβα, τεχνητὸν μέσον ὑψηλοῦ πύργου κατὰ τὴν διάρκειαν τῆς πειραματικῆς δοκιμῆς. Ἡ ἔκρηξις ἦτο ἡ τετάρτη γαλλικὴ ἀτομικὴ ἔκρηξις. (6, 420, 189, 540)
story-text: ΒΕΛΙΓΡΑΔΙΟΝ, 25. (Ρώυτερ).— Ἀνεκοινώθη ἀπόψε, ὅτι ὁ Γιουγκοσλάβος ὑπουργὸς Ἐξωτερικῶν κ. Κότσα Πόποβιτς θὰ ὑποδεχθῇ τὸν Σοβιετικὸν ὑπουργὸν τῶν Ἐξωτερικῶν. (395, 53, 580, 133)
divider (395, 502, 580, 504)
story-seismoplikt-body (6, 826, 381, 973)
story-text: Εἰς τὸ ἀεροδρόμιον ἐγένετο δεκτὸς ὑπὸ τῶν μελῶν τῆς κυβερνήσεως καὶ ἐκπροσώπων τῶν ἀρχῶν. (594, 422, 734, 488)
divider (1197, 430, 1567, 432)
section-subhead: ΤΡΟΜΟΚΡΑΤΙΑ (1243, 1371, 1332, 1385)
story-text: ΑΚΡΩΤΗΡΙΟΝ ΚΑΝΑΒΕΡΑΛ, Φλώριδα, 25. (Ρώυτερ).— Πυραυλοφόρος Ἀτλας, ὁ ὁποῖος ἔφερε θαλαμίσκον μὲ ρομπότ, ἐξερράγη μόλις ἐξετοξεύθη. (1197, 250, 1377, 316)
story-text: ΑΘΗΝΑΙ, 25.— Τὸ ὑπουργεῖον Ἐθνικῆς Ἀμύνης ἀνακοινοῖ, ὅτι καλοῦνται πρὸς κατάταξιν οἱ κληρωτοὶ τῆς κλάσεως 1961 καὶ οἱ ἐξ ἀναβολῆς προερχόμενοι. (594, 1540, 884, 1719)
story-text: ΟΥΑΣΙΓΚΤΩΝ, 25. (Ἀσσ. Πρέσ).— Ὁ κυβερνήτης τῆς Νέας Ὑόρκης κ. Νέλσων Ροκφέλλερ, συνέστησεν εἰς ὅλους τοὺς Ἀμερικανοὺς νὰ ὑποστηρίξουν τὸν πρόεδρον Κέννεντυ. (1197, 2019, 1377, 2099)
